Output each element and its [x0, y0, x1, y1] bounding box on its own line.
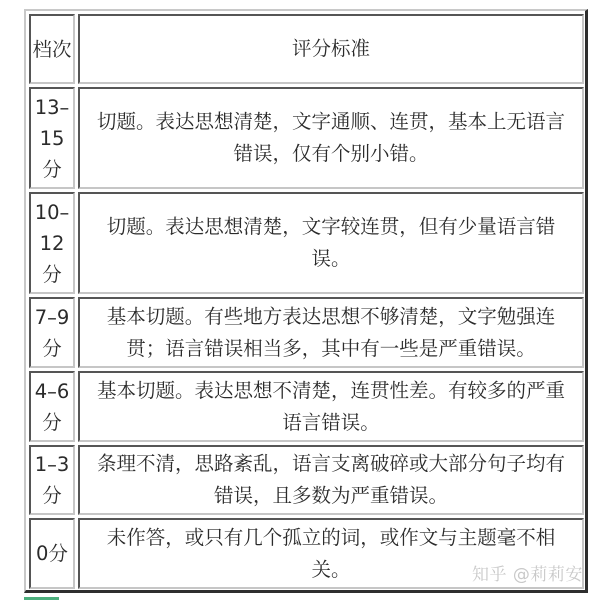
criteria-text: 基本切题。有些地方表达思想不够清楚，文字勉强连贯；语言错误相当多，其中有一些是严重错误。	[106, 304, 556, 360]
grade-label: 7–9分	[34, 305, 70, 360]
grade-cell	[29, 192, 75, 294]
header-criteria-label: 评分标准	[291, 37, 370, 60]
grade-label: 13–15分	[34, 95, 70, 181]
zhihu-watermark: 知乎 @莉莉安	[472, 565, 583, 585]
grade-label: 4–6分	[34, 379, 70, 434]
grade-cell	[29, 518, 75, 589]
criteria-cell	[78, 371, 584, 442]
criteria-text: 切题。表达思想清楚，文字通顺、连贯，基本上无语言错误，仅有个别小错。	[96, 110, 565, 165]
criteria-text: 条理不清，思路紊乱，语言支离破碎或大部分句子均有错误，且多数为严重错误。	[96, 452, 565, 507]
criteria-cell	[78, 297, 584, 368]
criteria-text: 未作答，或只有几个孤立的词，或作文与主题毫不相关。	[106, 525, 556, 581]
criteria-cell	[78, 192, 584, 294]
grade-cell	[29, 371, 75, 442]
header-grade-cell	[29, 14, 75, 84]
header-criteria-cell	[78, 14, 584, 84]
criteria-cell	[78, 445, 584, 515]
grade-label: 0分	[36, 542, 68, 565]
header-grade-label: 档次	[32, 37, 72, 61]
grade-cell	[29, 445, 75, 515]
grade-label: 10–12分	[34, 200, 70, 286]
grading-criteria-table	[24, 9, 588, 593]
grade-cell	[29, 87, 75, 189]
grade-label: 1–3分	[34, 453, 70, 507]
criteria-cell	[78, 87, 584, 189]
criteria-text: 切题。表达思想清楚，文字较连贯，但有少量语言错误。	[106, 215, 556, 270]
criteria-text: 基本切题。表达思想不清楚，连贯性差。有较多的严重语言错误。	[96, 378, 565, 434]
grade-cell	[29, 297, 75, 368]
